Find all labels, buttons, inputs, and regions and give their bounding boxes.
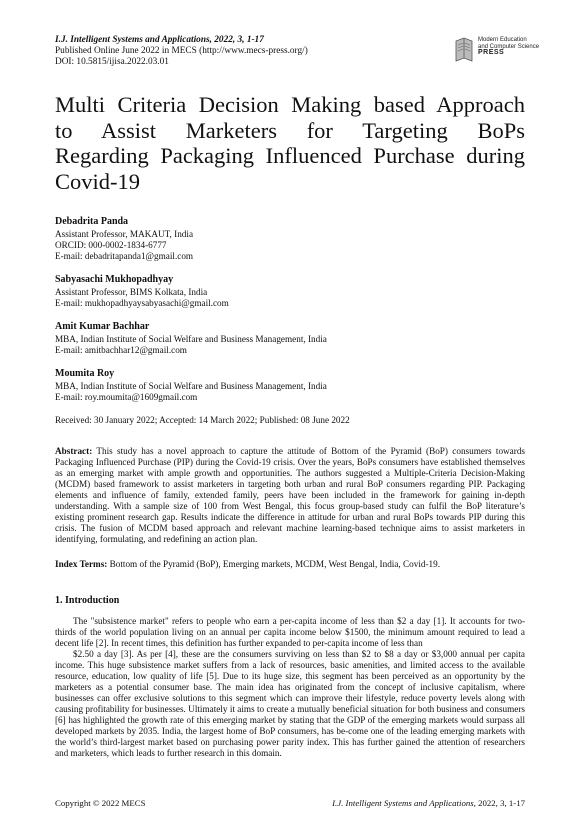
author-email: E-mail: mukhopadhyaysabyasachi@gmail.com — [55, 298, 229, 308]
journal-header — [55, 35, 308, 68]
page-footer — [55, 798, 525, 808]
author-email: E-mail: amitbachhar12@gmail.com — [55, 345, 187, 355]
author-name: Moumita Roy — [55, 368, 115, 379]
paragraph: The "subsistence market" refers to people who earn a per-capita income of less than $2 a day [1]. It accounts for two-thirds of the world population living on an annual per capita income below $1500, the minimum amount required to lead a decent life [2]. In recent times, this definition has further expanded to per-capita income of less than — [55, 616, 525, 648]
title-line-3: Regarding Packaging Influenced Purchase during — [55, 143, 525, 168]
published-line: Published Online June 2022 in MECS (http://www.mecs-press.org/) — [55, 46, 308, 56]
introduction-body — [55, 616, 525, 759]
title-line-1: Multi Criteria Decision Making based Approach — [55, 92, 525, 117]
abstract-text: This study has a novel approach to capture the attitude of Bottom of the Pyramid (BoP) consumers towards Packaging Influenced Purchase (PIP) during the Covid-19 crisis. Over the years, BoPs consumers have established themselves as an emerging market with ample growth and opportunities. The authors suggested a Multiple-Criteria Decision-Making (MCDM) based framework to assist marketers in targeting both urban and rural BoP consumers regarding PIP. Packaging elements and influence of family, extended family, peers have been included in the framework for gaining in-depth understanding. With a sample size of 100 from West Bengal, this focus group-based study can fulfil the BoP literature’s existing prominent research gap. Results indicate the difference in attitude for urban and rural BoPs towards PIP during this crisis. The fusion of MCDM based approach and relevant machine learning-based technique aims to assist marketers in identifying, formulating, and redefining an action plan. — [55, 446, 525, 544]
paragraph: $2.50 a day [3]. As per [4], these are the consumers surviving on less than $2 to $8 a day or $3,000 annual per capita income. This huge subsistence market suffers from a lack of resources, basic amenities, and limited access to the available resource, education, low quality of life [5]. Due to its huge size, this segment has been perceived as an opportunity by the marketers as a potential consumer base. The main idea has originated from the concept of inclusive capitalism, where businesses can offer exclusive solutions to this segment which can improve their lifestyle, reduce poverty levels along with causing profitability for businesses. Ultimately it aims to create a mutually beneficial situation for both business and consumers [6] has highlighted the growth rate of this emerging market by stating that the GDP of the emerging markets would surpass all developed markets by 2035. India, the largest home of BoP consumers, has be-come one of the leading emerging markets with the world’s third-largest market based on purchasing power parity index. This has further gained the attention of researchers and marketers, which leads to further research in this domain. — [55, 649, 525, 758]
copyright: Copyright © 2022 MECS — [55, 798, 146, 808]
book-logo-icon — [454, 37, 474, 63]
author-affiliation: MBA, Indian Institute of Social Welfare and Business Management, India — [55, 381, 327, 391]
received-dates: Received: 30 January 2022; Accepted: 14 March 2022; Published: 08 June 2022 — [55, 415, 350, 425]
author-block — [55, 274, 229, 309]
logo-line-2: and Computer Science — [478, 43, 540, 50]
paper-title — [55, 92, 525, 194]
title-line-4: Covid-19 — [55, 168, 141, 194]
author-email: E-mail: debadritapanda1@gmail.com — [55, 251, 194, 261]
author-affiliation: Assistant Professor, BIMS Kolkata, India — [55, 287, 208, 297]
author-name: Sabyasachi Mukhopadhyay — [55, 274, 174, 285]
author-orcid: ORCID: 000-0002-1834-6777 — [55, 240, 167, 250]
abstract — [55, 446, 525, 545]
doi-line: DOI: 10.5815/ijisa.2022.03.01 — [55, 57, 169, 67]
author-name: Amit Kumar Bachhar — [55, 321, 150, 332]
title-line-2: to Assist Marketers for Targeting BoPs — [55, 117, 525, 143]
index-terms-label: Index Terms: — [55, 559, 108, 569]
author-block — [55, 216, 193, 262]
index-terms-text: Bottom of the Pyramid (BoP), Emerging markets, MCDM, West Bengal, India, Covid-19. — [107, 559, 441, 569]
author-block — [55, 368, 327, 403]
logo-line-1: Modern Education — [478, 37, 527, 43]
author-affiliation: MBA, Indian Institute of Social Welfare and Business Management, India — [55, 334, 327, 344]
author-block — [55, 321, 327, 356]
logo-line-3: PRESS — [478, 49, 505, 56]
journal-name: I.J. Intelligent Systems and Applications — [55, 35, 210, 45]
footer-journal-name: I.J. Intelligent Systems and Applications, — [332, 798, 476, 808]
section-heading: 1. Introduction — [55, 595, 120, 606]
publisher-logo — [454, 31, 544, 65]
author-email: E-mail: roy.moumita@1609gmail.com — [55, 392, 198, 402]
footer-issue: 2022, 3, 1-17 — [475, 798, 525, 808]
index-terms — [55, 559, 525, 569]
footer-journal — [332, 798, 525, 808]
abstract-label: Abstract: — [55, 446, 93, 456]
author-name: Debadrita Panda — [55, 216, 129, 227]
author-affiliation: Assistant Professor, MAKAUT, India — [55, 229, 194, 239]
journal-issue: , 2022, 3, 1-17 — [209, 35, 264, 45]
